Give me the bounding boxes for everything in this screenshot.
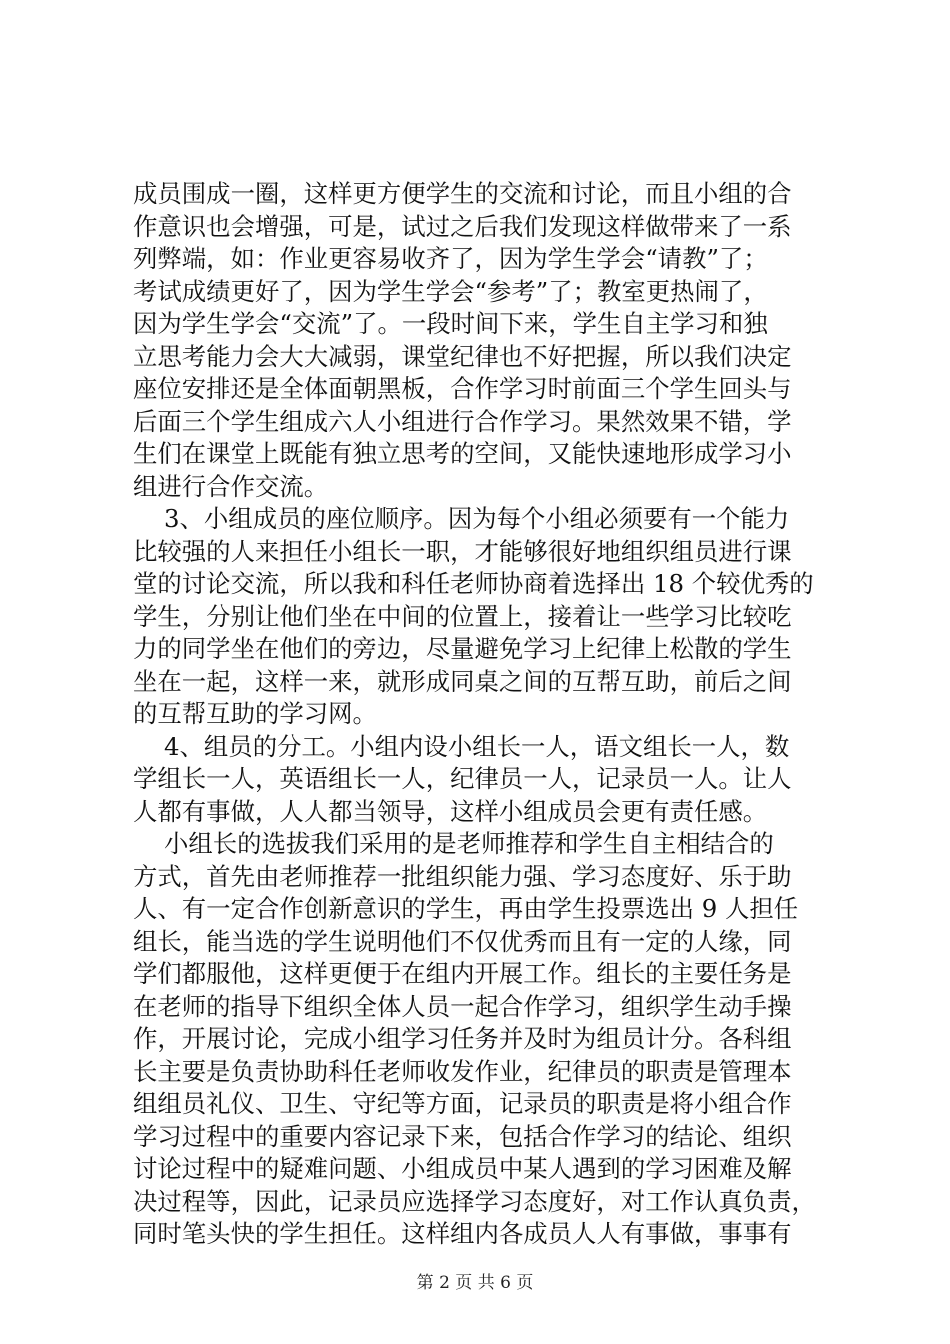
text-line: 后面三个学生组成六人小组进行合作学习。果然效果不错，学 (133, 406, 792, 436)
text-line: 组进行合作交流。 (133, 471, 329, 501)
text-line: 在老师的指导下组织全体人员一起合作学习，组织学生动手操 (133, 991, 792, 1021)
text-line: 的互帮互助的学习网。 (133, 699, 377, 728)
page-number-footer: 第 2 页 共 6 页 (416, 1273, 534, 1293)
text-line: 3、小组成员的座位顺序。因为每个小组必须要有一个能力 (133, 504, 790, 533)
text-line: 4、组员的分工。小组内设小组长一人，语文组长一人，数 (133, 731, 790, 761)
text-line: 组组员礼仪、卫生、守纪等方面，记录员的职责是将小组合作 (133, 1089, 792, 1118)
text-line: 力的同学坐在他们的旁边，尽量避免学习上纪律上松散的学生 (133, 634, 792, 663)
text-line: 作，开展讨论，完成小组学习任务并及时为组员计分。各科组 (133, 1024, 792, 1053)
text-line: 列弊端，如：作业更容易收齐了，因为学生学会“请教”了； (133, 244, 768, 273)
document-body (133, 178, 833, 1251)
text-line: 考试成绩更好了，因为学生学会“参考”了；教室更热闹了， (133, 276, 768, 306)
text-line: 同时笔头快的学生担任。这样组内各成员人人有事做，事事有 (133, 1219, 792, 1248)
text-line: 决过程等，因此，记录员应选择学习态度好，对工作认真负责， (133, 1186, 816, 1216)
text-line: 成员围成一圈，这样更方便学生的交流和讨论，而且小组的合 (133, 179, 792, 208)
text-line: 方式，首先由老师推荐一批组织能力强、学习态度好、乐于助 (133, 861, 792, 891)
text-line: 组长，能当选的学生说明他们不仅优秀而且有一定的人缘，同 (133, 926, 792, 956)
text-line: 长主要是负责协助科任老师收发作业，纪律员的职责是管理本 (133, 1056, 792, 1086)
text-line: 讨论过程中的疑难问题、小组成员中某人遇到的学习困难及解 (133, 1154, 792, 1183)
text-line: 立思考能力会大大减弱，课堂纪律也不好把握，所以我们决定 (133, 341, 792, 371)
text-line: 堂的讨论交流，所以我和科任老师协商着选择出 18 个较优秀的 (133, 569, 814, 598)
text-line: 学生，分别让他们坐在中间的位置上，接着让一些学习比较吃 (133, 601, 792, 631)
text-line: 比较强的人来担任小组长一职，才能够很好地组织组员进行课 (133, 536, 792, 566)
text-line: 小组长的选拔我们采用的是老师推荐和学生自主相结合的 (133, 829, 774, 858)
text-line: 坐在一起，这样一来，就形成同桌之间的互帮互助，前后之间 (133, 666, 792, 696)
text-line: 人都有事做，人人都当领导，这样小组成员会更有责任感。 (133, 796, 768, 826)
text-line: 生们在课堂上既能有独立思考的空间，又能快速地形成学习小 (133, 439, 792, 468)
text-line: 学组长一人，英语组长一人，纪律员一人，记录员一人。让人 (133, 764, 792, 793)
text-line: 座位安排还是全体面朝黑板，合作学习时前面三个学生回头与 (133, 374, 792, 403)
text-line: 学们都服他，这样更便于在组内开展工作。组长的主要任务是 (133, 959, 792, 988)
text-line: 学习过程中的重要内容记录下来，包括合作学习的结论、组织 (133, 1121, 792, 1151)
text-line: 作意识也会增强，可是，试过之后我们发现这样做带来了一系 (133, 211, 792, 241)
text-line: 因为学生学会“交流”了。一段时间下来，学生自主学习和独 (133, 309, 768, 338)
text-line: 人、有一定合作创新意识的学生，再由学生投票选出 9 人担任 (133, 894, 799, 923)
